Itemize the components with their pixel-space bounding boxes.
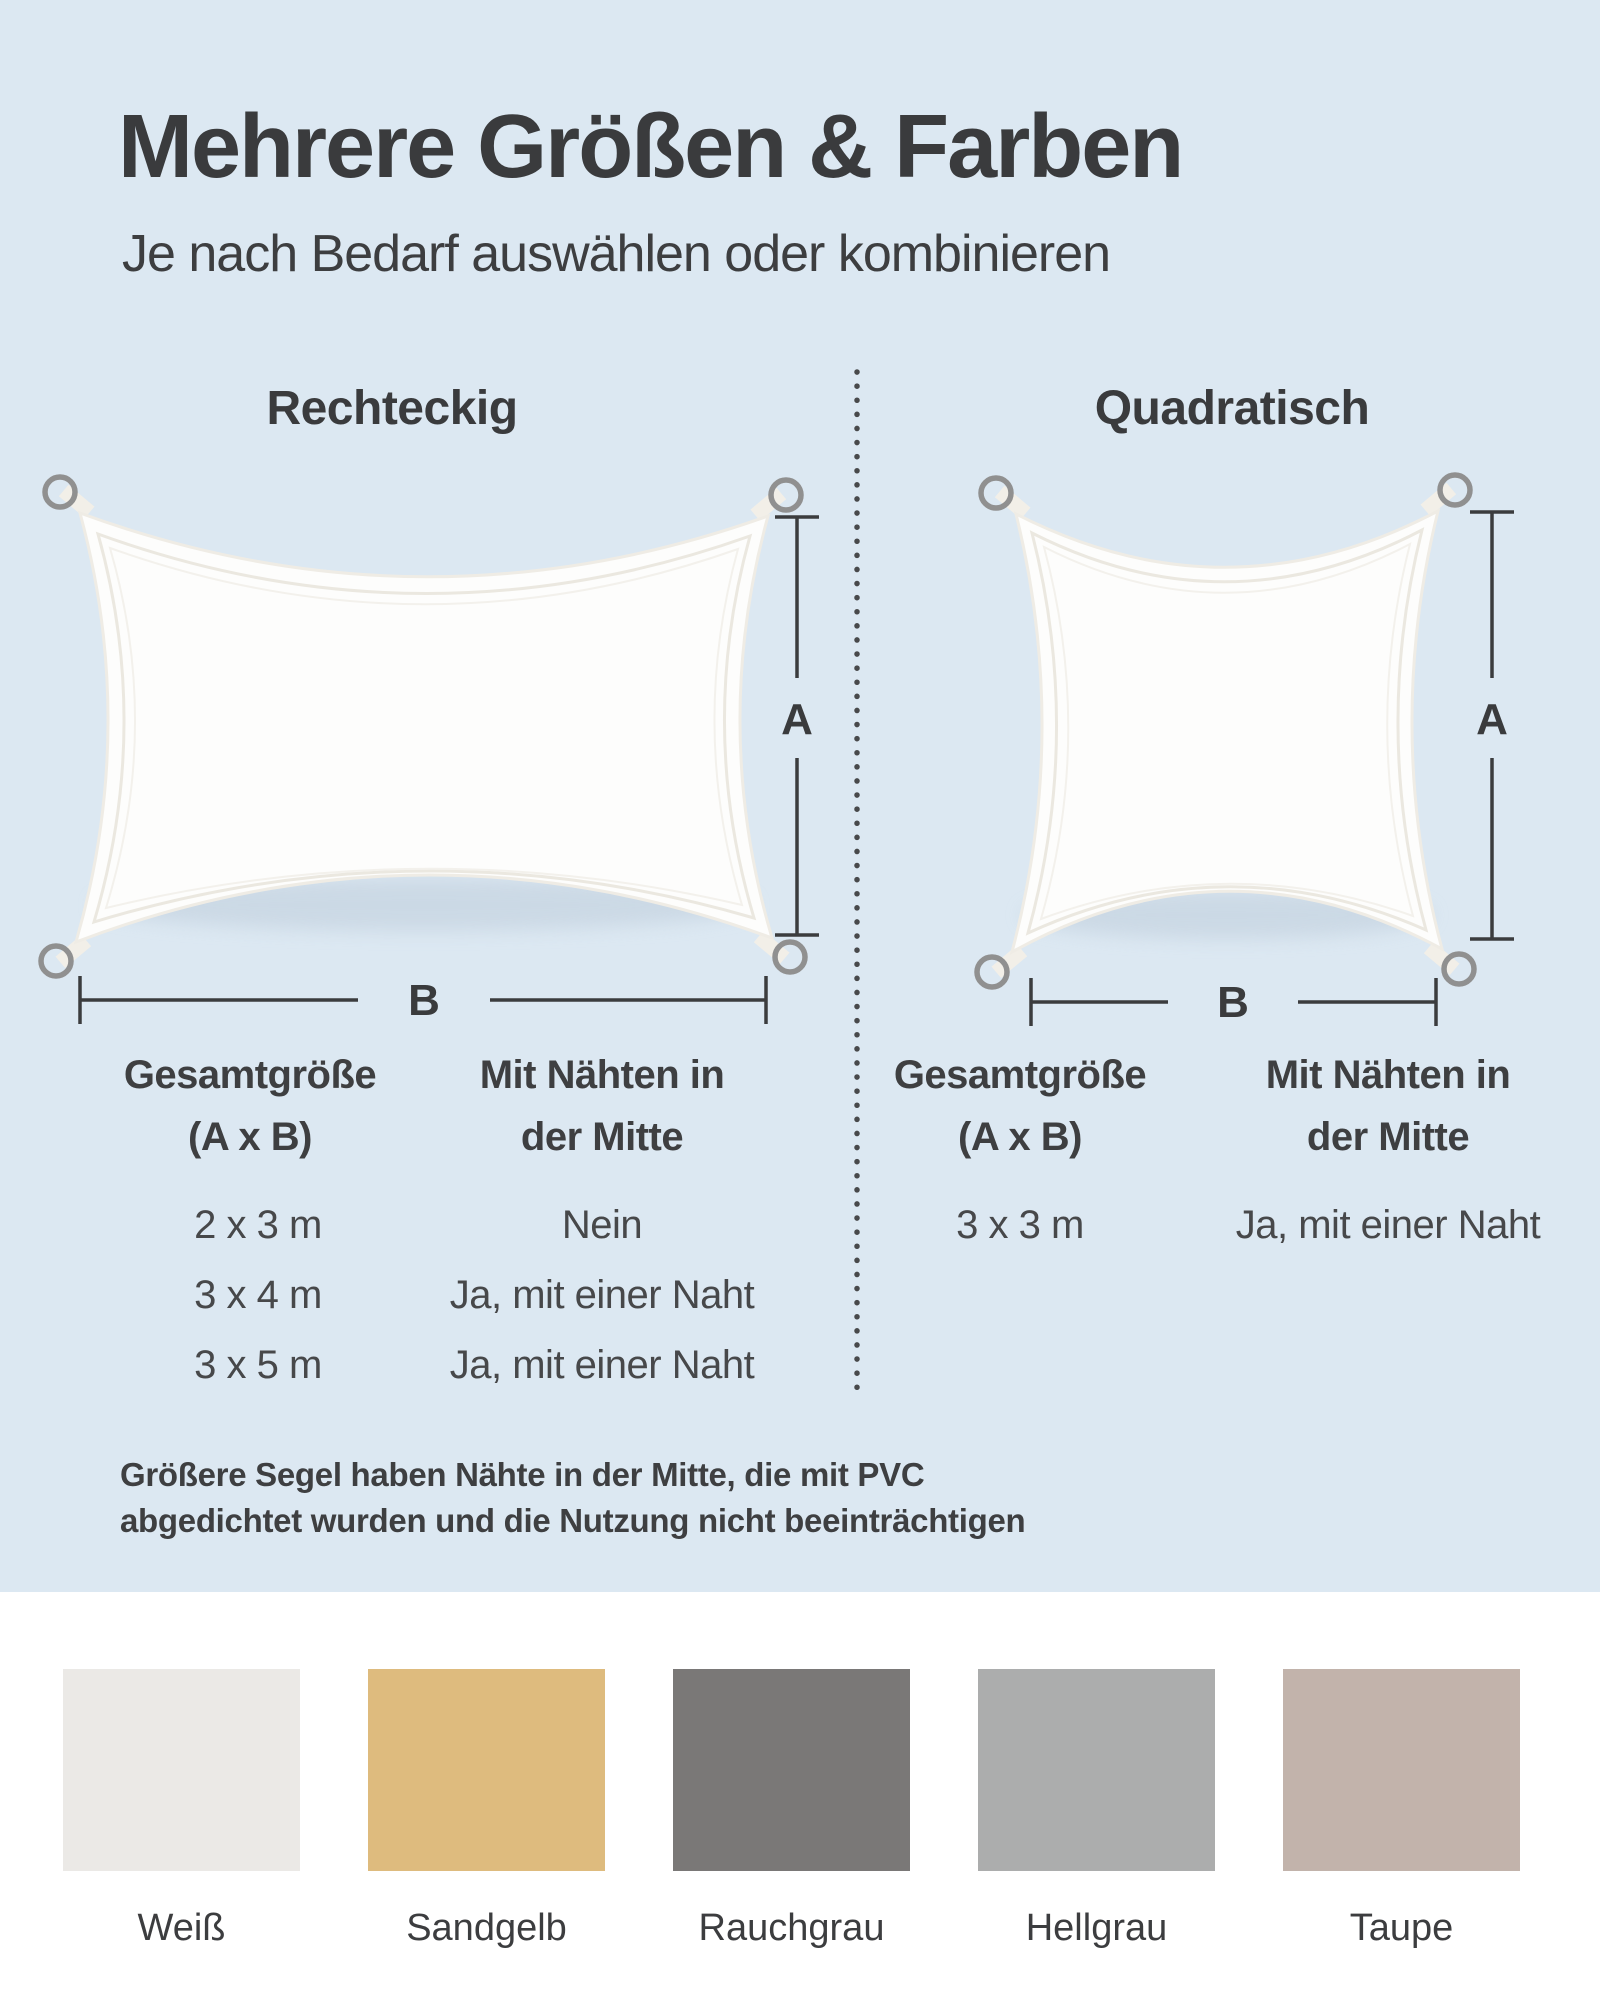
table-row-size: 3 x 3 m <box>956 1203 1084 1247</box>
swatch-label: Rauchgrau <box>698 1907 885 1949</box>
table-row-seam: Nein <box>561 1203 643 1247</box>
left-table-size-header: Gesamtgröße (A x B) <box>123 1053 377 1159</box>
swatch-taupe <box>1283 1669 1520 1950</box>
right-table-size-header: Gesamtgröße (A x B) <box>893 1053 1147 1159</box>
swatch-weiss <box>63 1669 300 1950</box>
heading-rectangular: Rechteckig <box>266 382 518 435</box>
seam-note: Größere Segel haben Nähte in der Mitte, die mit PVC abgedichtet wurden und die Nutzung nicht beeinträchtigen <box>120 1456 1026 1539</box>
dim-label-b-right: B <box>1217 978 1249 1027</box>
heading-square: Quadratisch <box>1094 382 1370 435</box>
sail-fabric <box>76 513 772 942</box>
table-row-size: 2 x 3 m <box>194 1203 322 1247</box>
dim-label-b-left: B <box>408 976 440 1025</box>
right-table-seam-header: Mit Nähten in der Mitte <box>1265 1053 1511 1159</box>
page-title: Mehrere Größen & Farben <box>118 97 1183 197</box>
swatch-hellgrau <box>978 1669 1215 1950</box>
color-swatch <box>673 1669 910 1871</box>
rectangular-sail-illustration <box>41 477 805 976</box>
left-table-seam-header: Mit Nähten in der Mitte <box>479 1053 725 1159</box>
swatch-rauchgrau <box>673 1669 910 1950</box>
table-row-seam: Ja, mit einer Naht <box>449 1343 755 1387</box>
table-row-seam: Ja, mit einer Naht <box>449 1273 755 1317</box>
swatch-label: Weiß <box>137 1907 226 1949</box>
color-swatch <box>63 1669 300 1871</box>
square-sail-illustration <box>977 475 1474 987</box>
swatch-label: Taupe <box>1349 1907 1454 1949</box>
color-swatch <box>978 1669 1215 1871</box>
page-subtitle: Je nach Bedarf auswählen oder kombinieren <box>122 225 1111 283</box>
swatch-label: Sandgelb <box>406 1907 567 1949</box>
swatch-label: Hellgrau <box>1025 1907 1168 1949</box>
dim-label-a-right: A <box>1476 695 1508 744</box>
table-row-seam: Ja, mit einer Naht <box>1235 1203 1541 1247</box>
table-row-size: 3 x 4 m <box>194 1273 322 1317</box>
dim-label-a-left: A <box>781 695 813 744</box>
table-row-size: 3 x 5 m <box>194 1343 322 1387</box>
swatch-sandgelb <box>368 1669 605 1950</box>
color-swatch-row <box>63 1669 1520 1950</box>
color-swatch <box>368 1669 605 1871</box>
color-swatch <box>1283 1669 1520 1871</box>
